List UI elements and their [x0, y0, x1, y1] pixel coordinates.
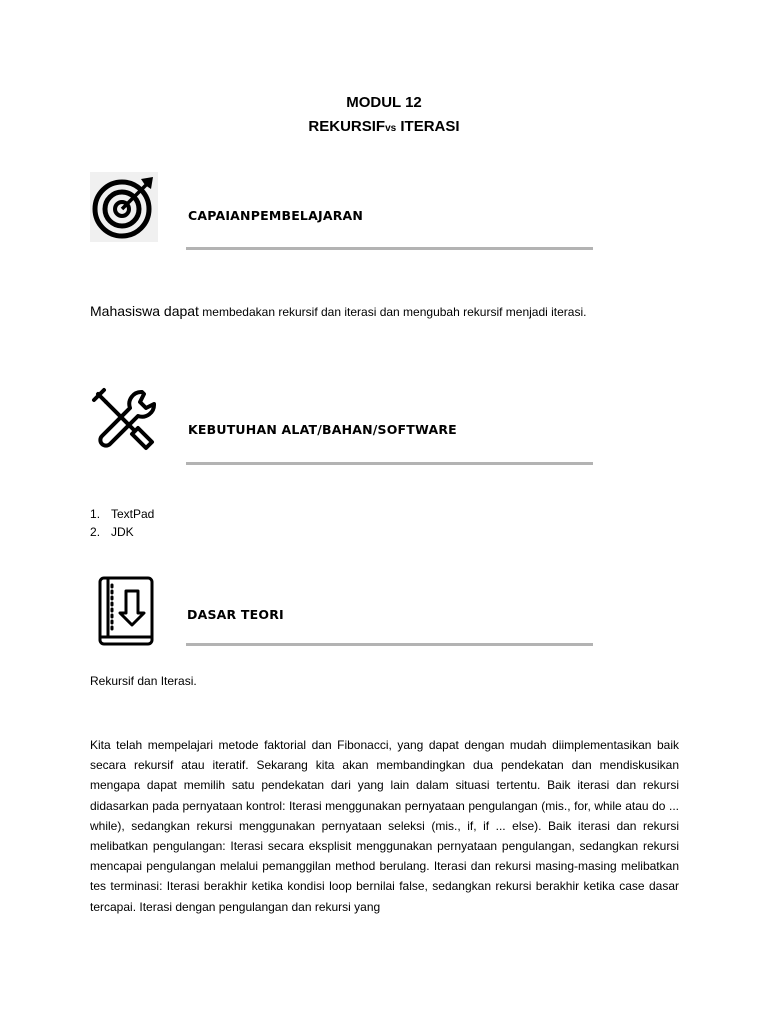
topic-left: REKURSIF — [308, 118, 386, 135]
book-download-icon — [96, 575, 156, 645]
dasar-teori-subtitle: Rekursif dan Iterasi. — [90, 674, 197, 688]
capaian-title: CAPAIANPEMBELAJARAN — [188, 208, 364, 223]
capaian-lead: Mahasiswa dapat — [90, 303, 199, 319]
dasar-teori-divider — [186, 643, 593, 646]
target-icon — [90, 172, 158, 242]
module-topic — [0, 118, 768, 135]
tools-list — [90, 505, 154, 541]
list-item: TextPad — [111, 507, 155, 521]
kebutuhan-title: KEBUTUHAN ALAT/BAHAN/SOFTWARE — [188, 422, 457, 437]
kebutuhan-divider — [186, 462, 593, 465]
module-title — [0, 94, 768, 111]
list-item: JDK — [111, 525, 134, 539]
capaian-text: membedakan rekursif dan iterasi dan mengubah rekursif menjadi iterasi. — [198, 305, 587, 319]
capaian-paragraph — [90, 301, 600, 322]
tools-icon — [90, 386, 158, 456]
dasar-teori-paragraph: Kita telah mempelajari metode faktorial dan Fibonacci, yang dapat dengan mudah diimplementasikan baik secara rekursif atau iteratif. Sekarang kita akan membandingkan dua pendekatan dan mendiskusikan mengapa dapat memilih satu pendekatan dari yang lain dalam situasi tertentu. Baik iterasi dan rekursi didasarkan pada pernyataan kontrol: Iterasi menggunakan pernyataan pengulangan (mis., for, while atau do ... while), sedangkan rekursi menggunakan pernyataan seleksi (mis., if, if ... else). Baik iterasi dan rekursi melibatkan pengulangan: Iterasi secara eksplisit menggunakan pernyataan pengulangan, sedangkan rekursi mencapai pengulangan melalui pemanggilan method berulang. Iterasi dan rekursi masing-masing melibatkan tes terminasi: Iterasi berakhir ketika kondisi loop bernilai false, sedangkan rekursi berakhir ketika case dasar tercapai. Iterasi dengan pengulangan dan rekursi yang — [90, 738, 679, 914]
dasar-teori-title: DASAR TEORI — [187, 607, 284, 622]
topic-right: ITERASI — [396, 118, 460, 135]
topic-vs: vs — [385, 123, 397, 134]
module-number: MODUL 12 — [346, 94, 422, 111]
capaian-divider — [186, 247, 593, 250]
